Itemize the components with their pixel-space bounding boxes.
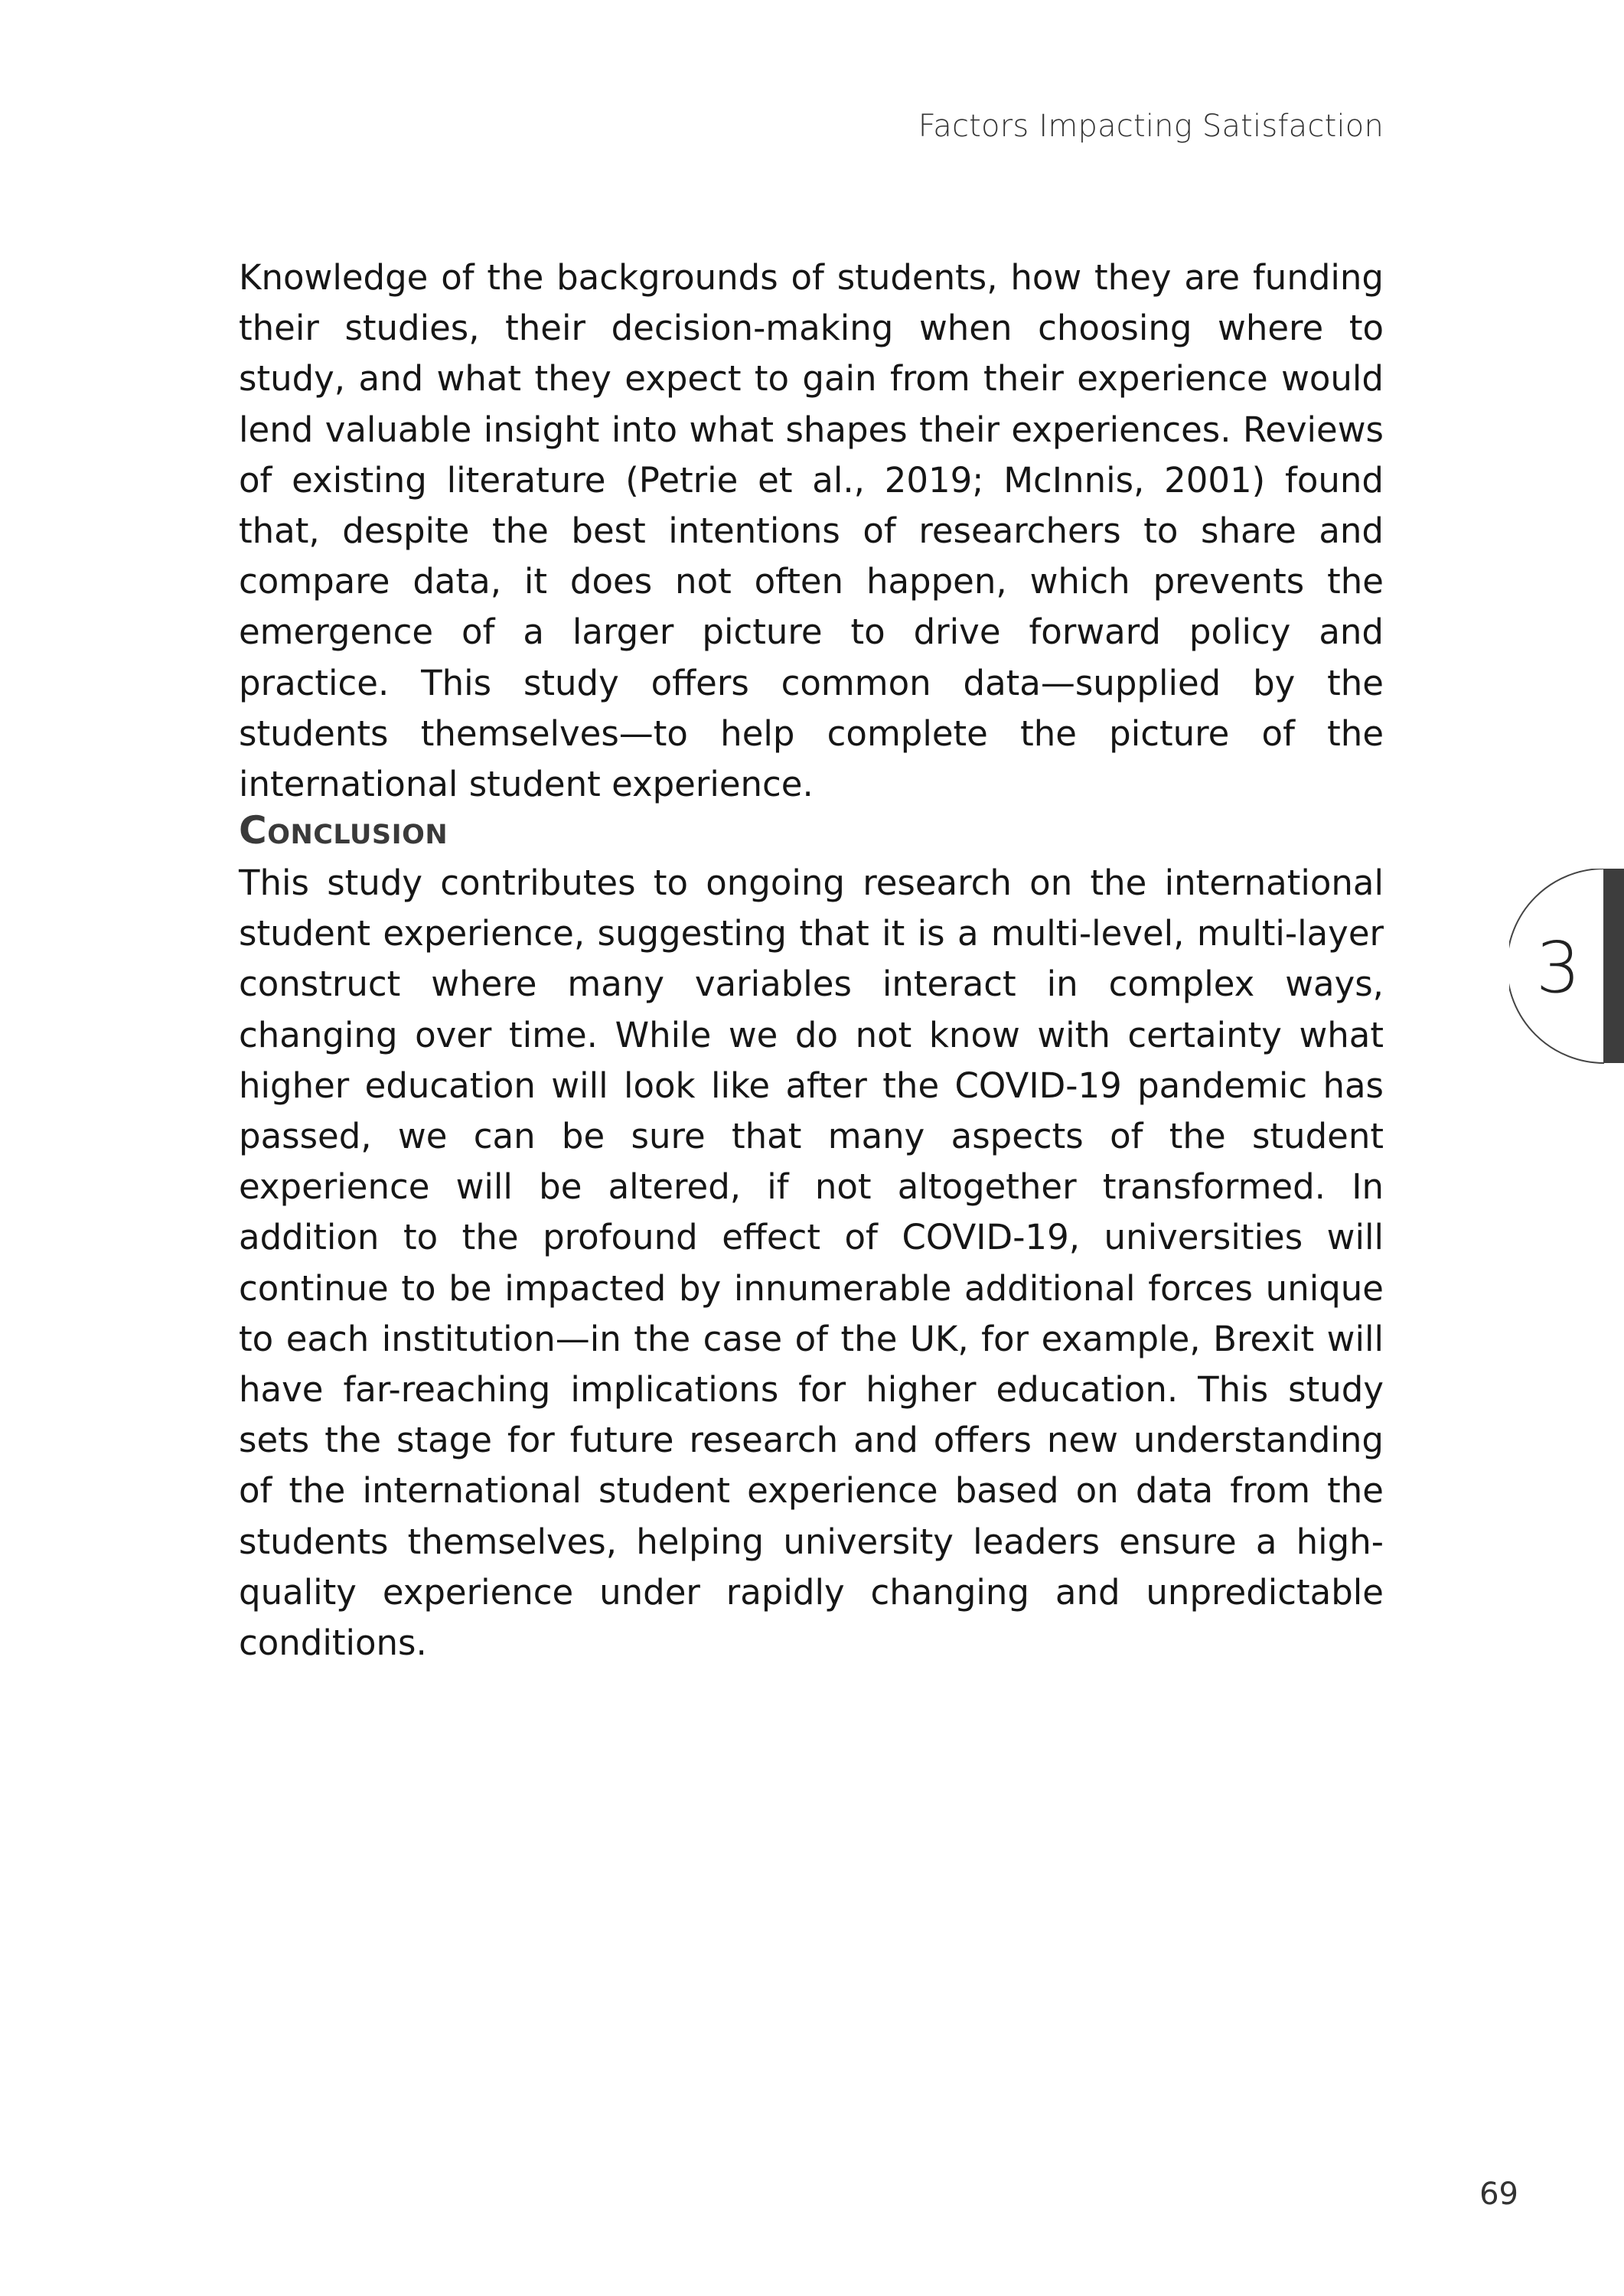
chapter-tab — [1509, 869, 1624, 1068]
body-paragraph-2: This study contributes to ongoing research on the international student experience, suggesting that it is a multi-level, multi-layer construct where many variables interact in complex ways, changing over time. While we do not know with certainty what higher education will look like after the COVID-19 pandemic has passed, we can be sure that many aspects of the student experience will be altered, if not altogether transformed. In addition to the profound effect of COVID-19, universities will continue to be impacted by innumerable additional forces unique to each institution—in the case of the UK, for example, Brexit will have far-reaching implications for higher education. This study sets the stage for future research and offers new understanding of the international student experience based on data from the students themselves, helping university leaders ensure a high-quality experience under rapidly changing and unpredictable conditions. — [239, 863, 1384, 1664]
chapter-tab-bar — [1604, 869, 1624, 1063]
chapter-number: 3 — [1535, 927, 1581, 1009]
page-number: 69 — [1479, 2177, 1518, 2212]
running-header: Factors Impacting Satisfaction — [918, 109, 1384, 144]
section-heading-conclusion: Conclusion — [239, 808, 448, 853]
body-paragraph-1: Knowledge of the backgrounds of students, how they are funding their studies, their decision-making when choosing where to study, and what they expect to gain from their experience would lend valuable insight into what shapes their experiences. Reviews of existing literature (Petrie et al., 2019; McInnis, 2001) found that, despite the best intentions of researchers to share and compare data, it does not often happen, which prevents the emergence of a larger picture to drive forward policy and practice. This study offers common data—supplied by the students themselves—to help complete the picture of the international student experience. — [239, 257, 1384, 805]
